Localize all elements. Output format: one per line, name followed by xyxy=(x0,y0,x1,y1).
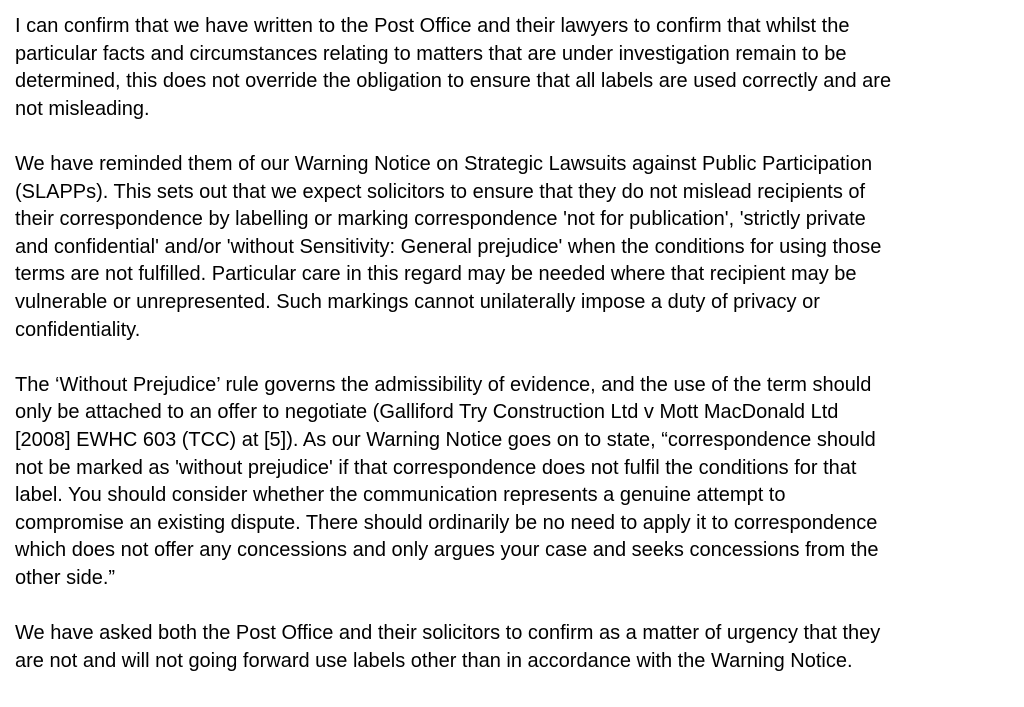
text-line: [2008] EWHC 603 (TCC) at [5]). As our Warning Notice goes on to state, “correspondence should xyxy=(15,428,876,451)
text-line: and confidential' and/or 'without Sensitivity: General prejudice' when the conditions for using those xyxy=(15,235,882,258)
text-line: We have asked both the Post Office and their solicitors to confirm as a matter of urgency that they xyxy=(15,622,881,645)
text-line: terms are not fulfilled. Particular care in this regard may be needed where that recipient may be xyxy=(15,263,857,286)
text-line: The ‘Without Prejudice’ rule governs the admissibility of evidence, and the use of the term should xyxy=(15,373,872,396)
text-line: compromise an existing dispute. There should ordinarily be no need to apply it to correspondence xyxy=(15,511,878,534)
text-line: vulnerable or unrepresented. Such markings cannot unilaterally impose a duty of privacy or xyxy=(15,290,820,313)
text-line: other side.” xyxy=(15,566,116,589)
paragraph-without-prejudice xyxy=(15,372,1015,593)
paragraph-warning-notice xyxy=(15,151,1015,344)
text-line: label. You should consider whether the communication represents a genuine attempt to xyxy=(15,484,786,507)
text-line: which does not offer any concessions and only argues your case and seeks concessions from the xyxy=(15,539,879,562)
text-line: We have reminded them of our Warning Notice on Strategic Lawsuits against Public Participation xyxy=(15,152,873,175)
document-body xyxy=(15,13,1015,703)
paragraph-confirmation xyxy=(15,13,1015,123)
text-line: confidentiality. xyxy=(15,318,141,341)
paragraph-request xyxy=(15,620,1015,675)
text-line: not misleading. xyxy=(15,97,150,120)
text-line: their correspondence by labelling or marking correspondence 'not for publication', 'strictly private xyxy=(15,208,866,231)
text-line: particular facts and circumstances relating to matters that are under investigation remain to be xyxy=(15,42,847,65)
text-line: determined, this does not override the obligation to ensure that all labels are used correctly and are xyxy=(15,70,892,93)
text-line: I can confirm that we have written to the Post Office and their lawyers to confirm that whilst the xyxy=(15,15,850,37)
text-line: are not and will not going forward use labels other than in accordance with the Warning Notice. xyxy=(15,649,853,672)
text-line: only be attached to an offer to negotiate (Galliford Try Construction Ltd v Mott MacDonald Ltd xyxy=(15,401,839,424)
text-line: not be marked as 'without prejudice' if that correspondence does not fulfil the conditions for that xyxy=(15,456,857,479)
text-line: (SLAPPs). This sets out that we expect solicitors to ensure that they do not mislead recipients of xyxy=(15,180,866,203)
